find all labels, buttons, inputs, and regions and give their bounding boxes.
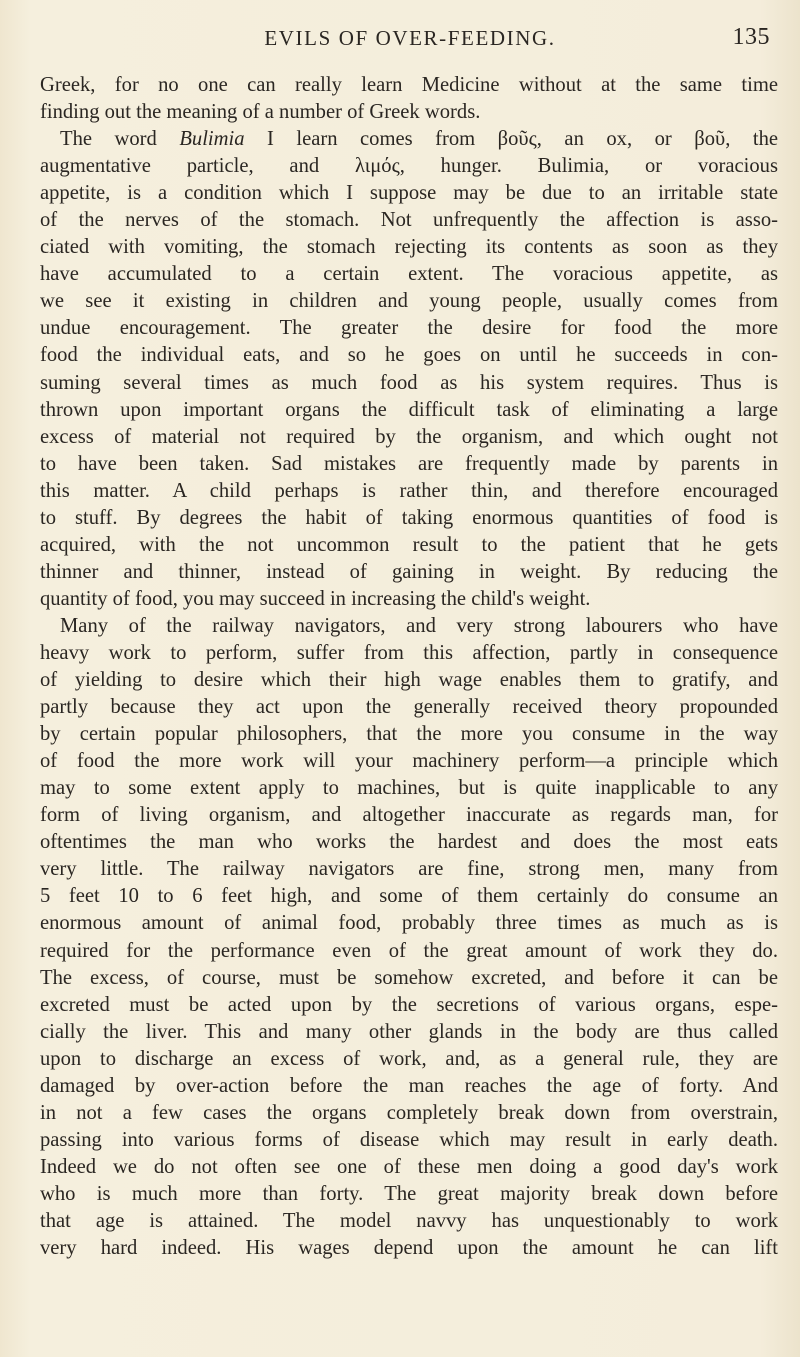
text-line: passing into various forms of disease which may result in early death. <box>40 1128 778 1151</box>
page-number: 135 <box>732 24 770 50</box>
text-line: thinner and thinner, instead of gaining in weight. By reducing the <box>40 560 778 583</box>
text-line: excess of material not required by the organism, and which ought not <box>40 425 778 448</box>
text-line: by certain popular philosophers, that the more you consume in the way <box>40 723 778 746</box>
text-line: this matter. A child perhaps is rather thin, and therefore encouraged <box>40 479 778 502</box>
text-line: enormous amount of animal food, probably three times as much as is <box>40 912 778 935</box>
text-line: ciated with vomiting, the stomach rejecting its contents as soon as they <box>40 236 778 259</box>
text-line: have accumulated to a certain extent. The voracious appetite, as <box>40 263 778 286</box>
text-line: of food the more work will your machinery perform—a principle which <box>40 750 778 773</box>
text-line: appetite, is a condition which I suppose may be due to an irritable state <box>40 182 778 205</box>
text-line: partly because they act upon the generally received theory propounded <box>40 696 778 719</box>
running-head <box>40 20 770 60</box>
text-line: quantity of food, you may succeed in increasing the child's weight. <box>40 587 591 610</box>
text-line: augmentative particle, and λιμός, hunger. Bulimia, or voracious <box>40 155 778 178</box>
text-line: acquired, with the not uncommon result to the patient that he gets <box>40 533 778 556</box>
text-line: upon to discharge an excess of work, and, as a general rule, they are <box>40 1047 778 1070</box>
text-line: who is much more than forty. The great majority break down before <box>40 1182 778 1205</box>
text-line: very little. The railway navigators are fine, strong men, many from <box>40 858 778 881</box>
italic-term: Bulimia <box>179 128 245 151</box>
text-line: to have been taken. Sad mistakes are frequently made by parents in <box>40 452 778 475</box>
text-line: Many of the railway navigators, and very strong labourers who have <box>60 614 778 637</box>
text-line: finding out the meaning of a number of Greek words. <box>40 101 481 124</box>
text-line: very hard indeed. His wages depend upon the amount he can lift <box>40 1237 778 1260</box>
text-line: we see it existing in children and young people, usually comes from <box>40 290 778 313</box>
text-line: The word Bulimia I learn comes from βοῦς, an ox, or βοῦ, the <box>60 128 778 151</box>
text-line: cially the liver. This and many other glands in the body are thus called <box>40 1020 778 1043</box>
body-text <box>40 72 778 1262</box>
text-line: oftentimes the man who works the hardest and does the most eats <box>40 831 778 854</box>
text-line: undue encouragement. The greater the desire for food the more <box>40 317 778 340</box>
text-line: food the individual eats, and so he goes on until he succeeds in con- <box>40 344 778 367</box>
text-line: heavy work to perform, suffer from this affection, partly in consequence <box>40 641 778 664</box>
text-line: Indeed we do not often see one of these men doing a good day's work <box>40 1155 778 1178</box>
text-line: damaged by over-action before the man reaches the age of forty. And <box>40 1074 778 1097</box>
text-line: to stuff. By degrees the habit of taking enormous quantities of food is <box>40 506 778 529</box>
text-line: in not a few cases the organs completely break down from overstrain, <box>40 1101 778 1124</box>
chapter-header-title: EVILS OF OVER-FEEDING. <box>264 26 556 50</box>
text-line: 5 feet 10 to 6 feet high, and some of them certainly do consume an <box>40 885 778 908</box>
text-line: Greek, for no one can really learn Medicine without at the same time <box>40 74 778 96</box>
text-line: required for the performance even of the great amount of work they do. <box>40 939 778 962</box>
text-line: of the nerves of the stomach. Not unfrequently the affection is asso- <box>40 209 778 232</box>
text-line: of yielding to desire which their high wage enables them to gratify, and <box>40 669 778 692</box>
text-line: form of living organism, and altogether inaccurate as regards man, for <box>40 804 778 827</box>
text-line: excreted must be acted upon by the secretions of various organs, espe- <box>40 993 778 1016</box>
text-line: suming several times as much food as his system requires. Thus is <box>40 371 778 394</box>
text-line: thrown upon important organs the difficult task of eliminating a large <box>40 398 778 421</box>
text-line: that age is attained. The model navvy has unquestionably to work <box>40 1209 778 1232</box>
text-line: The excess, of course, must be somehow excreted, and before it can be <box>40 966 778 989</box>
text-line: may to some extent apply to machines, but is quite inapplicable to any <box>40 777 778 800</box>
